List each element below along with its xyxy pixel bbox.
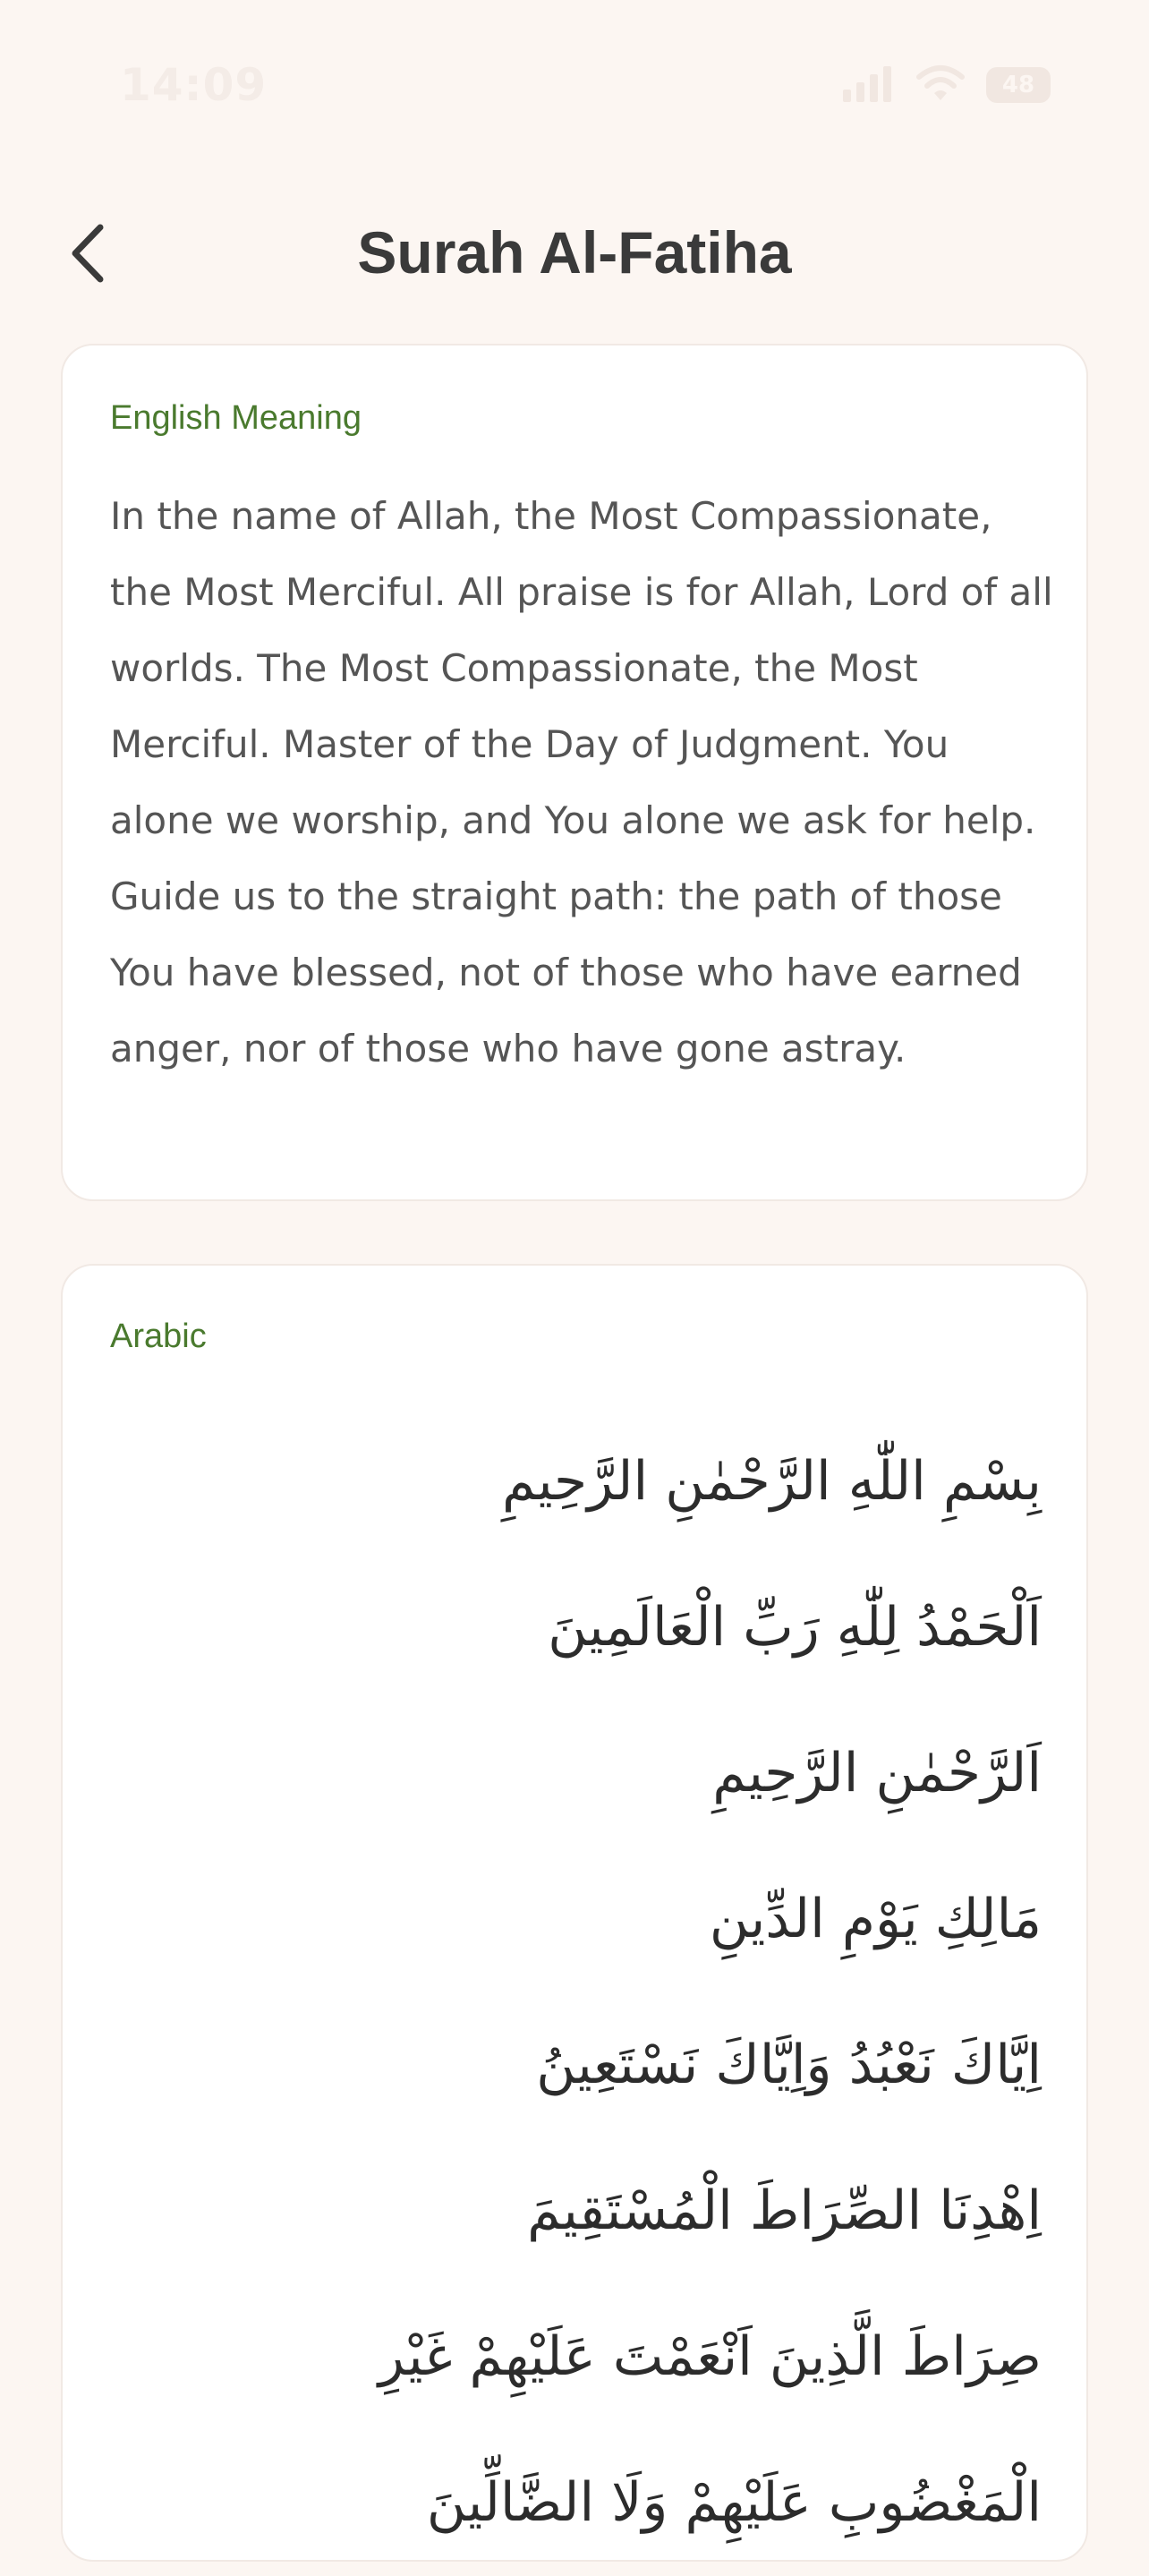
english-meaning-card — [61, 344, 1088, 1201]
arabic-verses — [102, 1409, 1042, 2576]
arabic-verse: بِسْمِ اللّٰهِ الرَّحْمٰنِ الرَّحِيمِ — [501, 1450, 1042, 1513]
arabic-verse: صِرَاطَ الَّذِينَ اَنْعَمْتَ عَلَيْهِمْ غَيْرِ — [378, 2325, 1042, 2388]
signal-icon — [843, 64, 895, 106]
wifi-icon — [915, 64, 966, 106]
arabic-verse: اِيَّاكَ نَعْبُدُ وَاِيَّاكَ نَسْتَعِينُ — [536, 2034, 1042, 2096]
arabic-verse: اِهْدِنَا الصِّرَاطَ الْمُسْتَقِيمَ — [527, 2179, 1042, 2242]
english-meaning-text: In the name of Allah, the Most Compassionate, the Most Merciful. All praise is for Allah, Lord of all worlds. The Most Compassionate, the Most Merciful. Master of the Day of Judgment. You alone we worship, and You alone we ask for help. Guide us to the straight path: the path of those You have blessed, not of those who have earned anger, nor of those who have gone astray. — [110, 494, 1053, 1070]
status-bar — [0, 0, 1149, 170]
arabic-verse: مَالِكِ يَوْمِ الدِّينِ — [709, 1888, 1042, 1950]
status-icons — [843, 64, 1051, 106]
arabic-card — [61, 1264, 1088, 2562]
status-time: 14:09 — [120, 59, 268, 111]
arabic-label: Arabic — [110, 1318, 207, 1355]
english-meaning-label: English Meaning — [110, 399, 362, 437]
battery-icon: 48 — [986, 67, 1051, 103]
arabic-verse: الْمَغْضُوبِ عَلَيْهِمْ وَلَا الضَّالِّينَ — [426, 2471, 1042, 2534]
arabic-verse: اَلْحَمْدُ لِلّٰهِ رَبِّ الْعَالَمِينَ — [548, 1596, 1042, 1659]
header — [0, 197, 1149, 313]
page-title: Surah Al-Fatiha — [357, 219, 792, 286]
arabic-verse: اَلرَّحْمٰنِ الرَّحِيمِ — [712, 1742, 1042, 1804]
